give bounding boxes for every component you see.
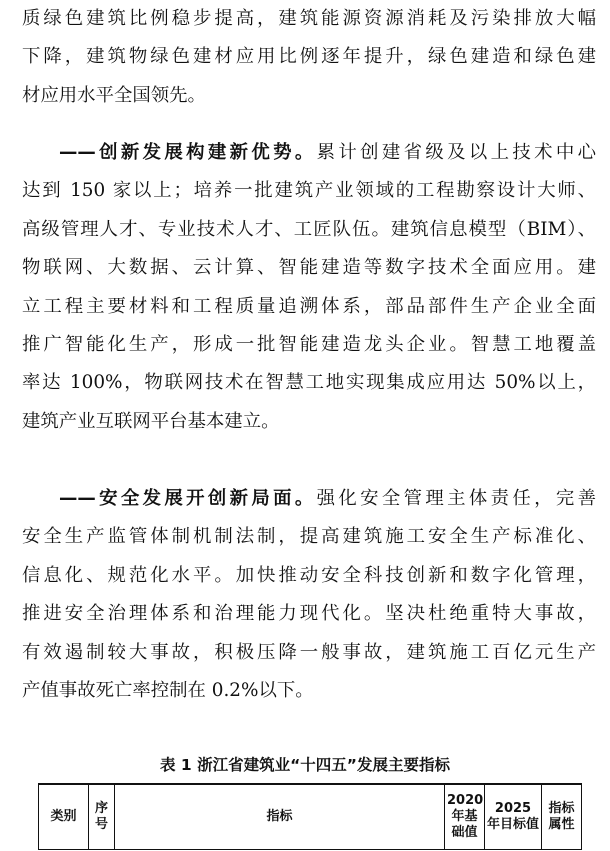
text-run: 累计创建省级及以上技术中心 <box>316 142 596 163</box>
text-line-first <box>22 480 596 518</box>
text-line: 立工程主要材料和工程质量追溯体系，部品部件生产企业全面 <box>22 295 596 317</box>
text-line: 下降，建筑物绿色建材应用比例逐年提升，绿色建造和绿色建 <box>22 46 596 68</box>
paragraph-innovation <box>22 134 596 441</box>
text-line: 有效遏制较大事故，积极压降一般事故，建筑施工百亿元生产 <box>22 641 596 663</box>
text-line: 高级管理人才、专业技术人才、工匠队伍。建筑信息模型（BIM）、 <box>22 218 596 240</box>
text-line: 建筑产业互联网平台基本建立。 <box>22 410 280 432</box>
text-line: 物联网、大数据、云计算、智能建造等数字技术全面应用。建 <box>22 257 596 279</box>
text-run: 强化安全管理主体责任，完善 <box>316 488 596 509</box>
text-line: 材应用水平全国领先。 <box>22 84 206 106</box>
text-line: 推进安全治理体系和治理能力现代化。坚决杜绝重特大事故， <box>22 603 596 625</box>
paragraph-green-building <box>22 0 596 115</box>
header-baseline-2020: 2020年基础值 <box>445 784 485 850</box>
table-caption: 表 1 浙江省建筑业“十四五”发展主要指标 <box>160 756 450 774</box>
text-line: 质绿色建筑比例稳步提高，建筑能源资源消耗及污染排放大幅 <box>22 8 596 29</box>
text-line: 推广智能化生产，形成一批智能建造龙头企业。智慧工地覆盖 <box>22 333 596 355</box>
header-index: 序号 <box>89 784 115 850</box>
paragraph-heading: ——安全发展开创新局面。 <box>59 488 317 509</box>
header-attribute: 指标属性 <box>542 784 582 850</box>
text-line: 信息化、规范化水平。加快推动安全科技创新和数字化管理， <box>22 564 596 586</box>
indicators-table <box>38 783 582 850</box>
text-line: 产值事故死亡率控制在 0.2%以下。 <box>22 679 314 701</box>
header-target-2025: 2025 年目标值 <box>485 784 542 850</box>
text-line: 安全生产监管体制机制法制，提高建筑施工安全生产标准化、 <box>22 526 596 548</box>
header-indicator: 指标 <box>115 784 445 850</box>
header-category: 类别 <box>39 784 89 850</box>
paragraph-safety <box>22 480 596 710</box>
table-header-row <box>39 784 582 850</box>
text-line: 达到 150 家以上；培养一批建筑产业领域的工程勘察设计大师、 <box>22 180 596 202</box>
text-line-first <box>22 134 596 172</box>
text-line: 率达 100%，物联网技术在智慧工地实现集成应用达 50%以上， <box>22 372 596 394</box>
paragraph-heading: ——创新发展构建新优势。 <box>59 142 317 163</box>
